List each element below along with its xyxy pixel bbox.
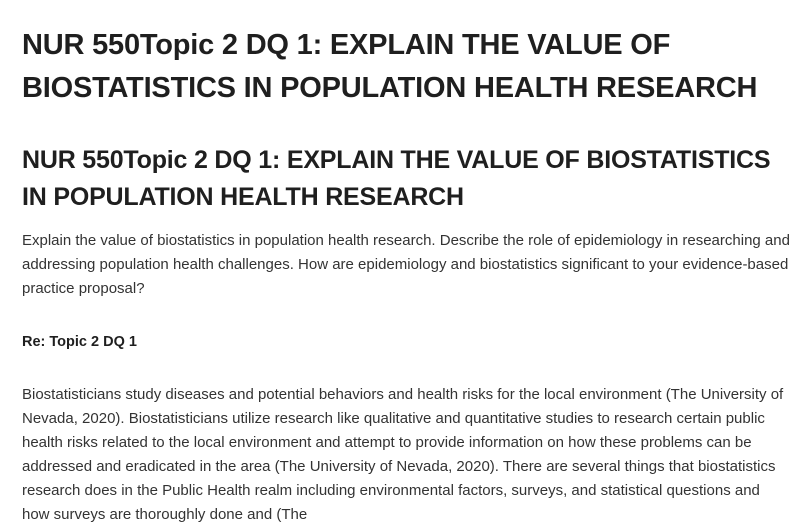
reply-body: Biostatisticians study diseases and potential behaviors and health risks for the local environment (The University of Nevada, 2020). Biostatisticians utilize research like qualitative and quantitative studies to research certain public health risks related to the local environment and attempt to provide information on how these problems can be addressed and eradicated in the area (The University of Nevada, 2020). There are several things that biostatistics research does in the Public Health realm including environmental factors, surveys, and statistical questions and how surveys are thoroughly done and (The [22,386,784,523]
page-title: NUR 550Topic 2 DQ 1: EXPLAIN THE VALUE OF BIOSTATISTICS IN POPULATION HEALTH RESEARCH [22,29,758,104]
discussion-prompt: Explain the value of biostatistics in population health research. Describe the role of epidemiology in researching and addressing population health challenges. How are epidemiology and biostatistics significant to your evidence-based practice proposal? [22,232,790,297]
reply-heading: Re: Topic 2 DQ 1 [22,334,137,350]
post-subtitle: NUR 550Topic 2 DQ 1: EXPLAIN THE VALUE OF BIOSTATISTICS IN POPULATION HEALTH RESEARCH [22,146,771,211]
